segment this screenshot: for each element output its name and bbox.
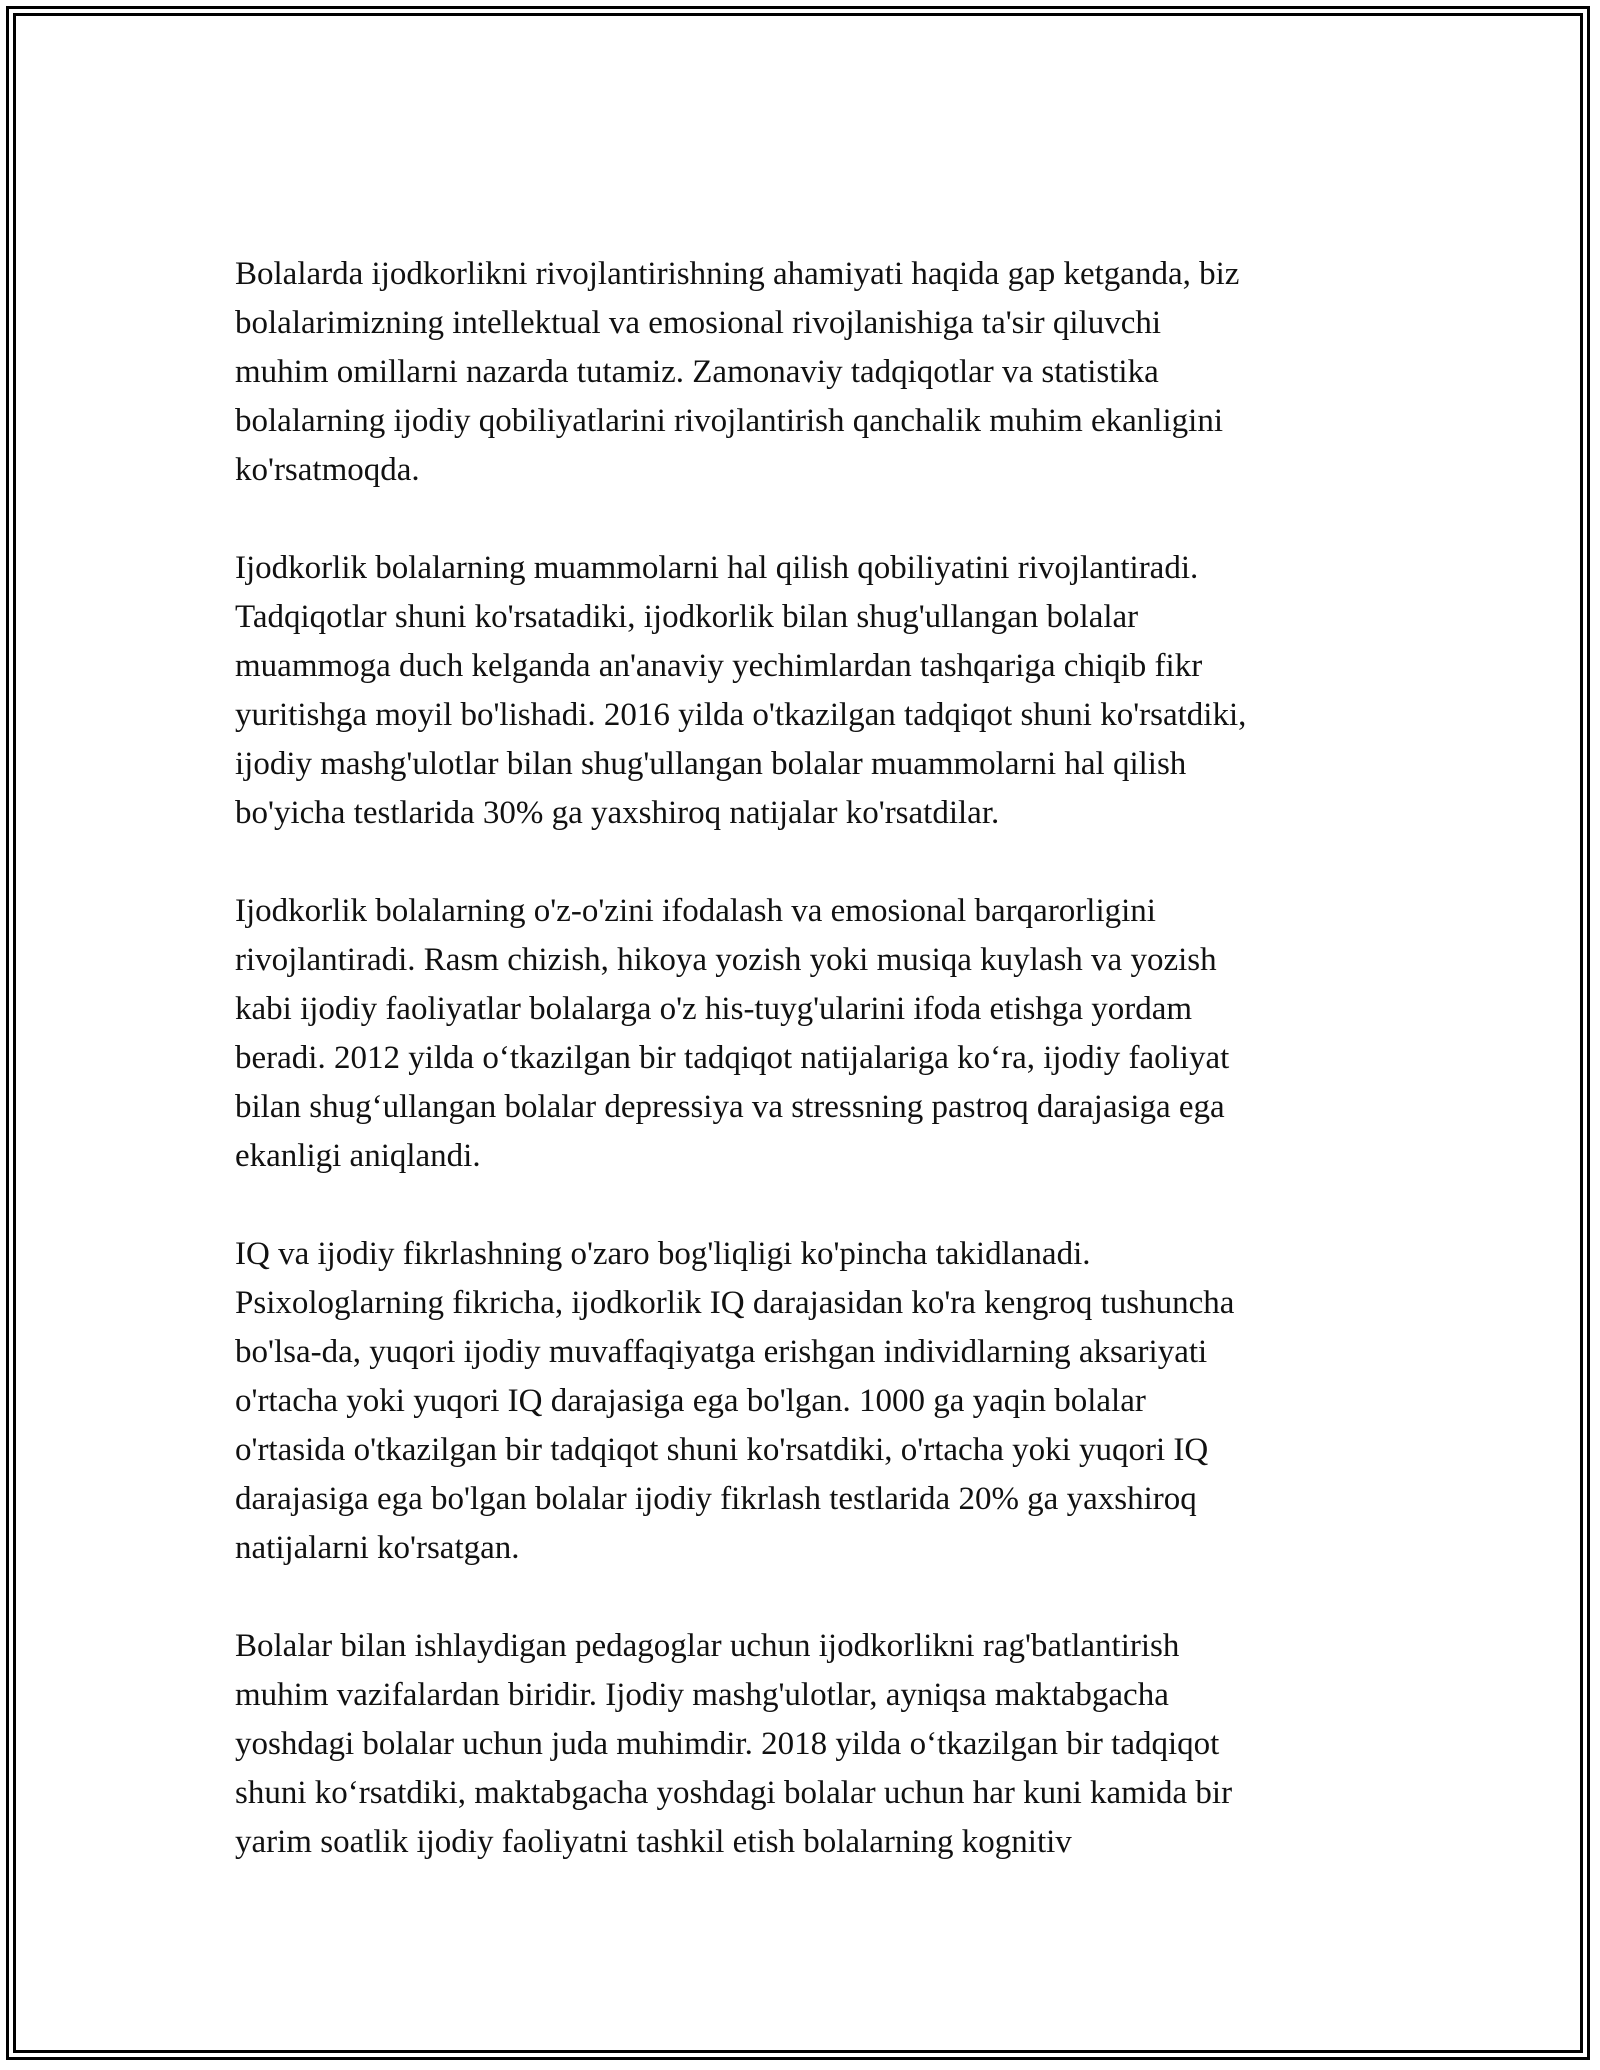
text-line: bo'lsa-da, yuqori ijodiy muvaffaqiyatga erishgan individlarning aksariyati xyxy=(235,1334,1208,1370)
paragraph-2 xyxy=(235,544,1375,838)
text-line: Bolalarda ijodkorlikni rivojlantirishning ahamiyati haqida gap ketganda, biz xyxy=(235,256,1240,292)
paragraph-3 xyxy=(235,887,1375,1181)
text-line: Ijodkorlik bolalarning o'z-o'zini ifodalash va emosional barqarorligini xyxy=(235,893,1156,929)
paragraph-4 xyxy=(235,1230,1375,1573)
paragraph-1 xyxy=(235,250,1375,495)
text-line: yuritishga moyil bo'lishadi. 2016 yilda o'tkazilgan tadqiqot shuni ko'rsatdiki, xyxy=(235,697,1247,733)
text-line: bolalarimizning intellektual va emosional rivojlanishiga ta'sir qiluvchi xyxy=(235,305,1162,341)
text-line: darajasiga ega bo'lgan bolalar ijodiy fikrlash testlarida 20% ga yaxshiroq xyxy=(235,1481,1197,1517)
text-line: yarim soatlik ijodiy faoliyatni tashkil etish bolalarning kognitiv xyxy=(235,1824,1072,1860)
text-line: o'rtacha yoki yuqori IQ darajasiga ega bo'lgan. 1000 ga yaqin bolalar xyxy=(235,1383,1146,1419)
text-line: ekanligi aniqlandi. xyxy=(235,1138,481,1174)
text-line: Psixologlarning fikricha, ijodkorlik IQ darajasidan ko'ra kengroq tushuncha xyxy=(235,1285,1235,1321)
text-line: natijalarni ko'rsatgan. xyxy=(235,1530,520,1566)
document-body xyxy=(235,250,1375,1916)
text-line: o'rtasida o'tkazilgan bir tadqiqot shuni ko'rsatdiki, o'rtacha yoki yuqori IQ xyxy=(235,1432,1209,1468)
text-line: bolalarning ijodiy qobiliyatlarini rivojlantirish qanchalik muhim ekanligini xyxy=(235,403,1223,439)
text-line: beradi. 2012 yilda o‘tkazilgan bir tadqiqot natijalariga ko‘ra, ijodiy faoliyat xyxy=(235,1040,1230,1076)
text-line: yoshdagi bolalar uchun juda muhimdir. 2018 yilda o‘tkazilgan bir tadqiqot xyxy=(235,1726,1220,1762)
text-line: bilan shug‘ullangan bolalar depressiya va stressning pastroq darajasiga ega xyxy=(235,1089,1225,1125)
text-line: muammoga duch kelganda an'anaviy yechimlardan tashqariga chiqib fikr xyxy=(235,648,1203,684)
text-line: shuni ko‘rsatdiki, maktabgacha yoshdagi bolalar uchun har kuni kamida bir xyxy=(235,1775,1233,1811)
text-line: ko'rsatmoqda. xyxy=(235,452,420,488)
text-line: muhim vazifalardan biridir. Ijodiy mashg'ulotlar, ayniqsa maktabgacha xyxy=(235,1677,1169,1713)
text-line: IQ va ijodiy fikrlashning o'zaro bog'liqligi ko'pincha takidlanadi. xyxy=(235,1236,1091,1272)
text-line: Bolalar bilan ishlaydigan pedagoglar uchun ijodkorlikni rag'batlantirish xyxy=(235,1628,1180,1664)
text-line: ijodiy mashg'ulotlar bilan shug'ullangan bolalar muammolarni hal qilish xyxy=(235,746,1187,782)
text-line: kabi ijodiy faoliyatlar bolalarga o'z his-tuyg'ularini ifoda etishga yordam xyxy=(235,991,1193,1027)
text-line: bo'yicha testlarida 30% ga yaxshiroq natijalar ko'rsatdilar. xyxy=(235,795,1000,831)
text-line: muhim omillarni nazarda tutamiz. Zamonaviy tadqiqotlar va statistika xyxy=(235,354,1159,390)
text-line: Tadqiqotlar shuni ko'rsatadiki, ijodkorlik bilan shug'ullangan bolalar xyxy=(235,599,1139,635)
paragraph-5 xyxy=(235,1622,1375,1867)
text-line: rivojlantiradi. Rasm chizish, hikoya yozish yoki musiqa kuylash va yozish xyxy=(235,942,1217,978)
text-line: Ijodkorlik bolalarning muammolarni hal qilish qobiliyatini rivojlantiradi. xyxy=(235,550,1199,586)
